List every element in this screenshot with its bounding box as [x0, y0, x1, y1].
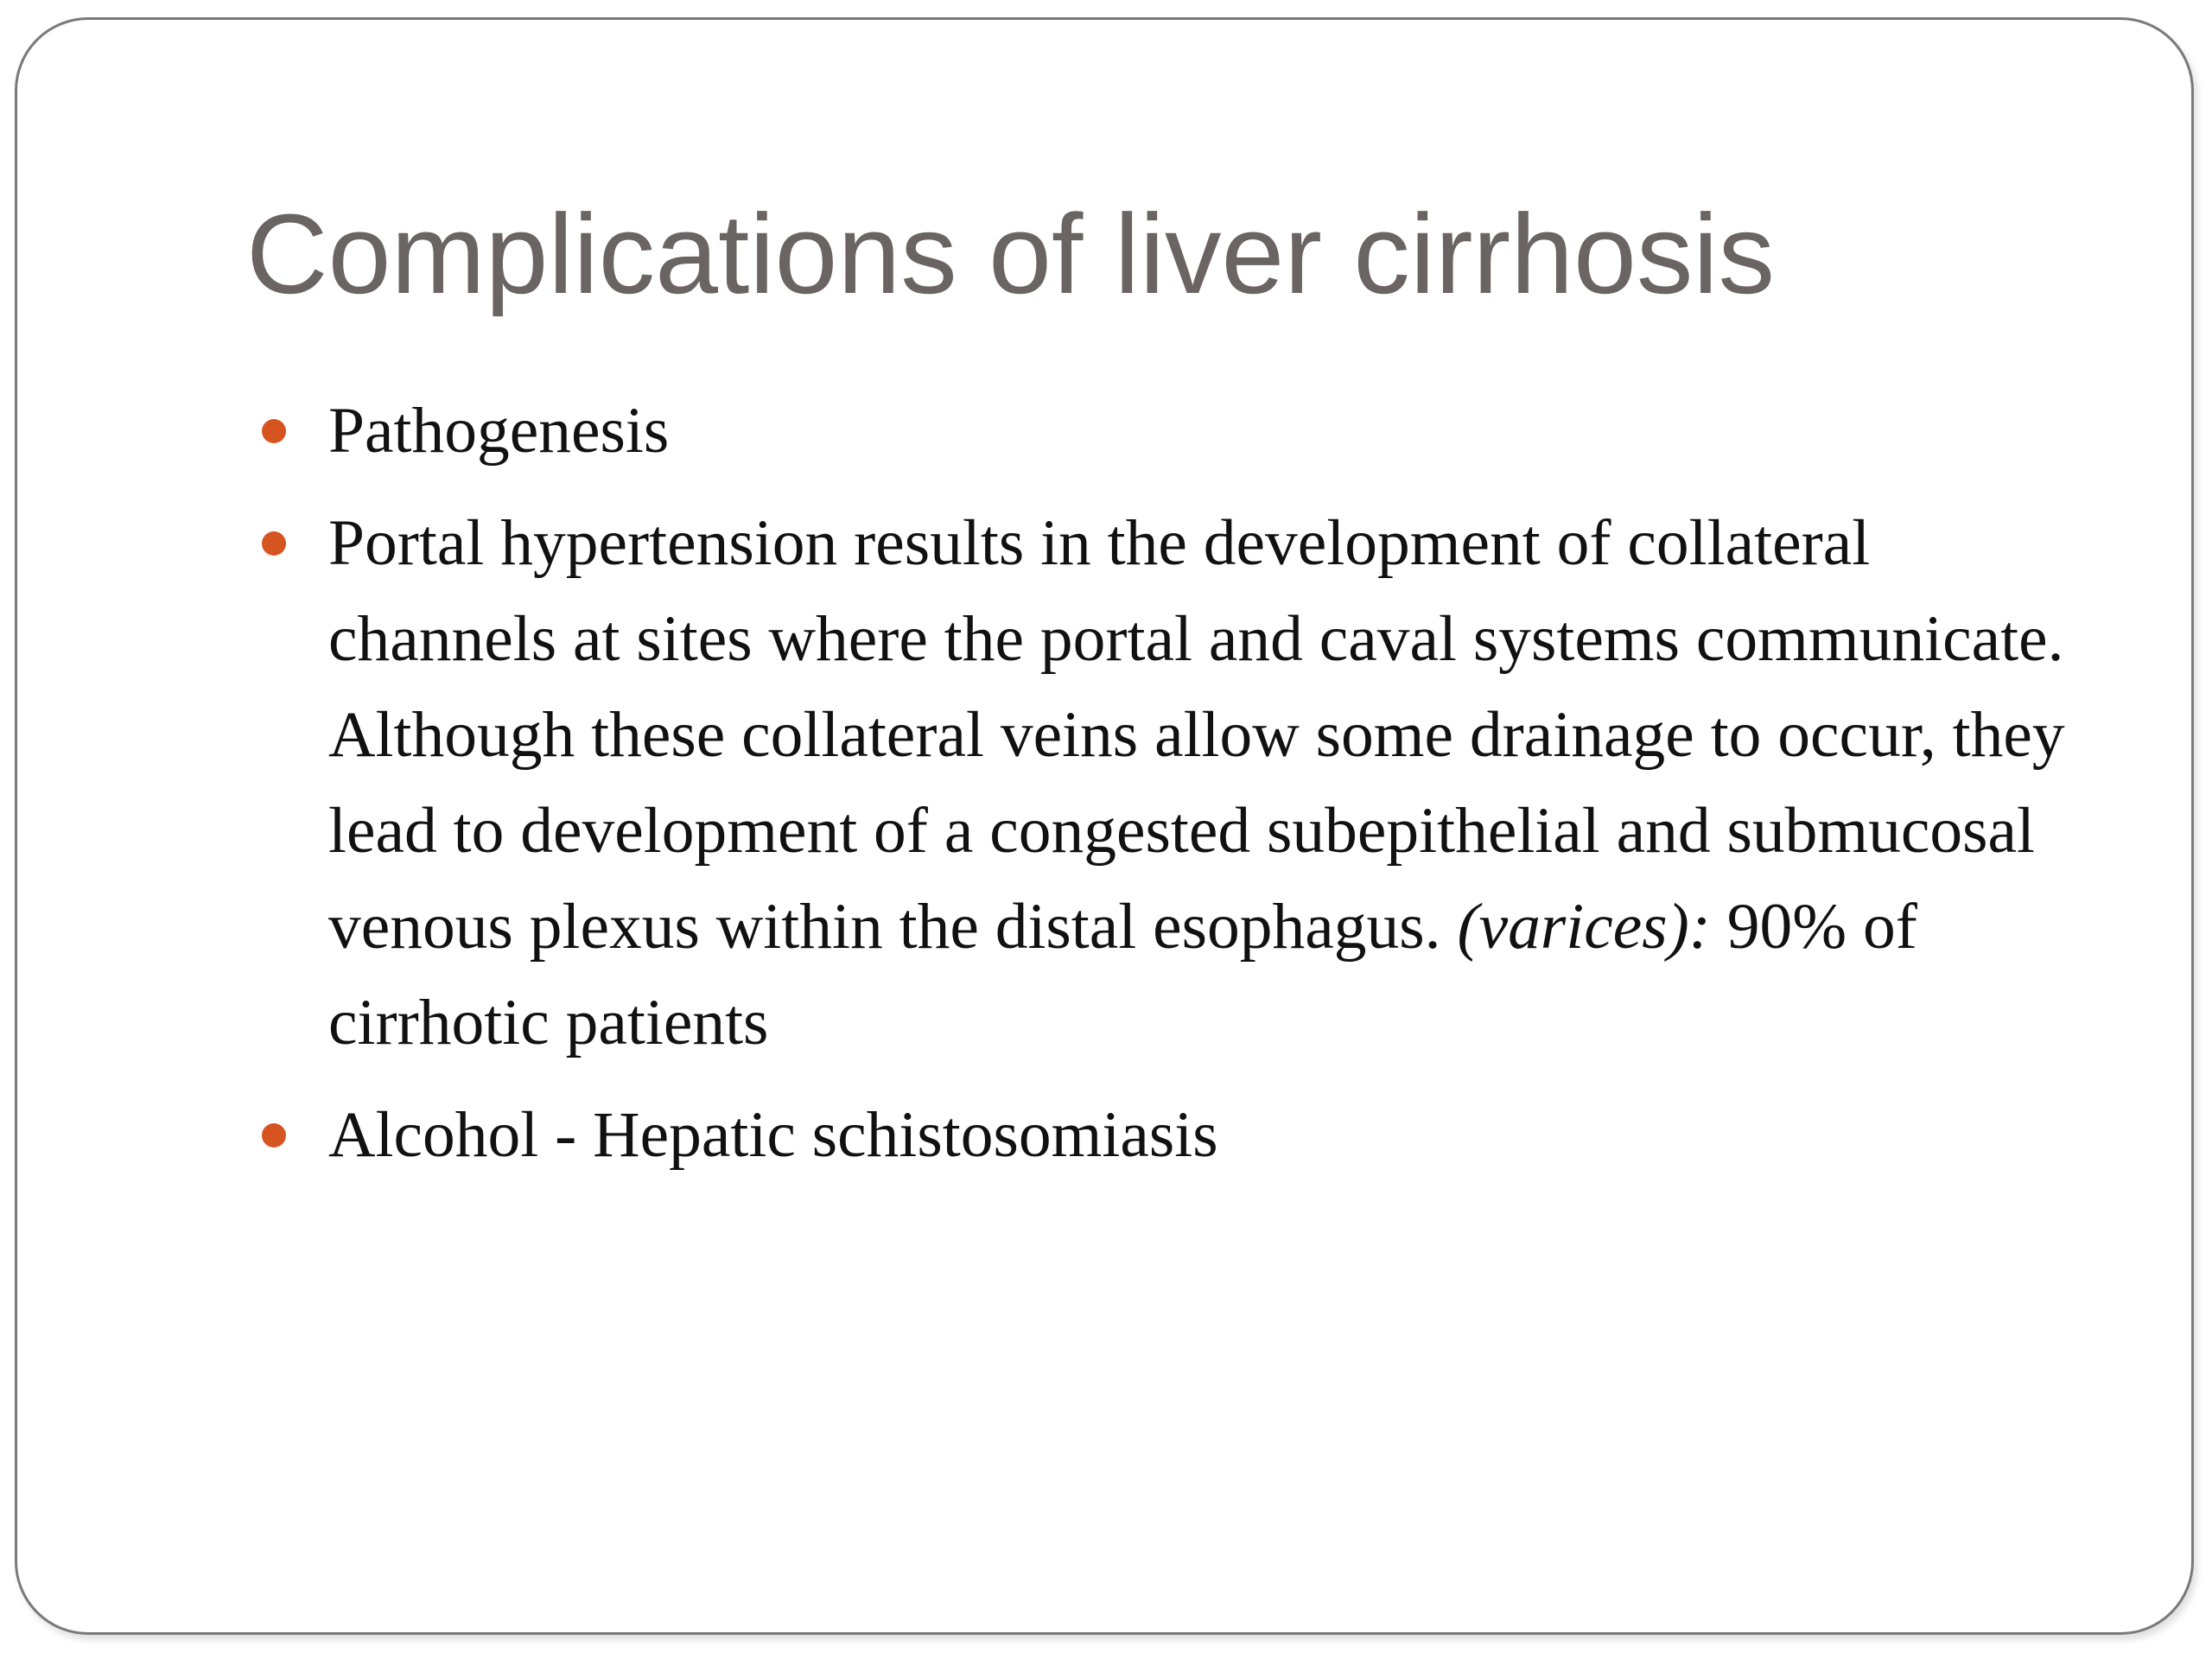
bullet-dot-icon [262, 531, 286, 556]
bullet-text-trailing: 90% of cirrhotic patients [328, 891, 1917, 1058]
bullet-item-pathogenesis [246, 383, 2104, 479]
bullet-text: Portal hypertension results in the development of collateral channels at sites where the portal and caval systems communicate. Although these collateral veins allow some drainage to occur, they lead to development of a congested subepithelial and submucosal venous plexus within the distal esophagus. [328, 507, 2065, 963]
bullet-dot-icon [262, 1123, 286, 1147]
slide-title: Complications of liver cirrhosis [246, 190, 1776, 317]
bullet-item-portal-hypertension [246, 495, 2104, 1071]
bullet-item-alcohol [246, 1087, 2104, 1183]
varices-term: (varices): [1457, 891, 1711, 963]
bullet-text: Alcohol - Hepatic schistosomiasis [328, 1099, 1218, 1171]
bullet-list [246, 383, 2104, 1199]
bullet-text: Pathogenesis [328, 395, 670, 467]
bullet-dot-icon [262, 419, 286, 443]
slide-frame [15, 17, 2194, 1635]
